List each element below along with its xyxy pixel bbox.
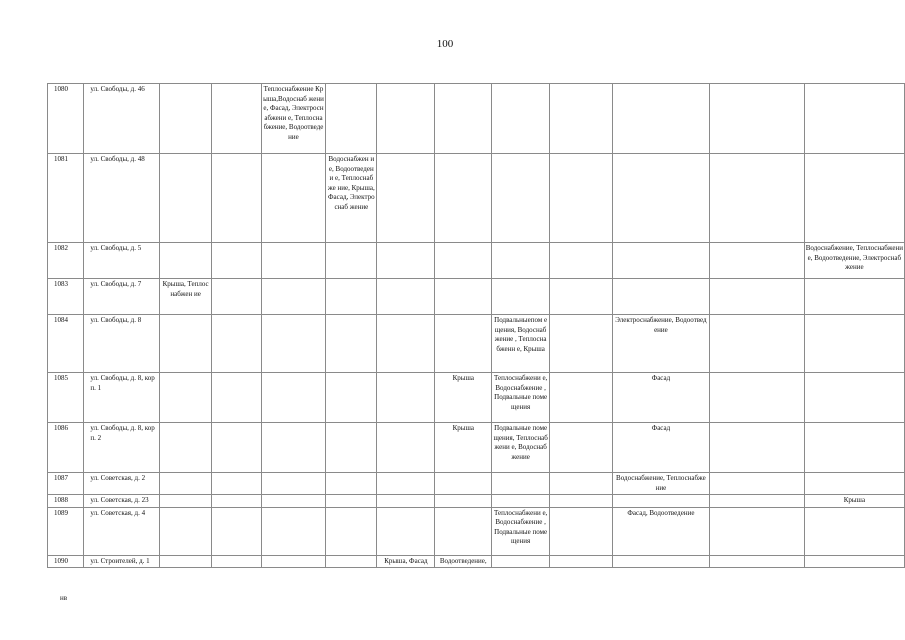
work-cell xyxy=(261,495,325,508)
table-row xyxy=(48,423,905,473)
work-cell xyxy=(160,315,211,373)
work-cell xyxy=(709,279,804,315)
work-cell xyxy=(804,84,904,154)
work-cell xyxy=(492,154,550,243)
work-cell xyxy=(326,423,377,473)
work-cell xyxy=(160,473,211,495)
work-cell xyxy=(211,154,261,243)
work-cell xyxy=(261,315,325,373)
work-cell xyxy=(613,495,709,508)
work-cell: Крыша, Теплоснабжен ие xyxy=(160,279,211,315)
work-cell xyxy=(709,84,804,154)
row-number: 1081 xyxy=(48,154,84,243)
work-cell: Водоотведение, xyxy=(435,555,492,568)
row-number: 1088 xyxy=(48,495,84,508)
table-row xyxy=(48,315,905,373)
work-cell xyxy=(326,507,377,555)
work-cell xyxy=(261,279,325,315)
table-row xyxy=(48,495,905,508)
work-cell xyxy=(160,423,211,473)
table-row xyxy=(48,373,905,423)
work-cell xyxy=(160,84,211,154)
work-cell xyxy=(709,495,804,508)
row-number: 1082 xyxy=(48,243,84,279)
work-cell: Крыша, Фасад xyxy=(377,555,435,568)
work-cell xyxy=(492,473,550,495)
row-address: ул. Советская, д. 23 xyxy=(84,495,160,508)
work-cell xyxy=(550,279,613,315)
work-cell xyxy=(211,423,261,473)
work-cell xyxy=(435,495,492,508)
row-address: ул. Строителей, д. 1 xyxy=(84,555,160,568)
work-cell xyxy=(377,423,435,473)
work-cell xyxy=(709,423,804,473)
work-cell xyxy=(804,473,904,495)
work-cell xyxy=(326,473,377,495)
work-cell xyxy=(211,473,261,495)
work-cell: Крыша xyxy=(435,373,492,423)
footer-note: нв xyxy=(60,594,68,602)
work-cell: Водоснабжение, Теплоснабжение xyxy=(613,473,709,495)
table-row xyxy=(48,473,905,495)
work-cell xyxy=(377,243,435,279)
work-cell xyxy=(804,279,904,315)
work-cell xyxy=(613,555,709,568)
work-cell: Крыша xyxy=(435,423,492,473)
work-cell: Теплоснабжени е, Водоснабжение , Подвальные помещения xyxy=(492,507,550,555)
work-cell xyxy=(709,315,804,373)
work-cell xyxy=(377,154,435,243)
work-cell xyxy=(160,154,211,243)
work-cell xyxy=(550,507,613,555)
work-cell xyxy=(377,495,435,508)
row-address: ул. Свободы, д. 8, корп. 2 xyxy=(84,423,160,473)
work-cell xyxy=(435,243,492,279)
table-row xyxy=(48,84,905,154)
work-cell xyxy=(613,279,709,315)
work-cell xyxy=(160,243,211,279)
table-row xyxy=(48,507,905,555)
work-cell xyxy=(377,315,435,373)
work-cell xyxy=(435,279,492,315)
work-cell xyxy=(211,315,261,373)
row-address: ул. Свободы, д. 8, корп. 1 xyxy=(84,373,160,423)
row-number: 1087 xyxy=(48,473,84,495)
work-cell: Подвальныепом ещения, Водоснабжение , Теплоснабженн е, Крыша xyxy=(492,315,550,373)
work-cell xyxy=(709,243,804,279)
work-cell xyxy=(613,154,709,243)
work-cell xyxy=(613,243,709,279)
work-cell: Фасад xyxy=(613,423,709,473)
work-cell xyxy=(160,555,211,568)
work-cell xyxy=(804,423,904,473)
work-cell xyxy=(261,473,325,495)
work-cell xyxy=(550,423,613,473)
row-address: ул. Свободы, д. 7 xyxy=(84,279,160,315)
work-cell xyxy=(261,507,325,555)
work-cell: Водоснабжен ие, Водоотведени е, Теплоснабже ние, Крыша, Фасад, Электроснаб жение xyxy=(326,154,377,243)
row-number: 1089 xyxy=(48,507,84,555)
work-cell xyxy=(550,243,613,279)
work-cell: Крыша xyxy=(804,495,904,508)
work-cell xyxy=(550,315,613,373)
work-cell xyxy=(326,279,377,315)
work-cell xyxy=(261,555,325,568)
work-cell xyxy=(709,154,804,243)
work-cell xyxy=(261,373,325,423)
row-number: 1086 xyxy=(48,423,84,473)
work-cell xyxy=(211,507,261,555)
work-cell xyxy=(261,423,325,473)
work-cell xyxy=(377,373,435,423)
work-cell xyxy=(804,315,904,373)
work-cell xyxy=(211,279,261,315)
work-cell xyxy=(435,84,492,154)
work-cell xyxy=(261,243,325,279)
work-cell xyxy=(211,373,261,423)
work-cell xyxy=(326,495,377,508)
work-cell xyxy=(492,495,550,508)
work-cell xyxy=(613,84,709,154)
work-cell xyxy=(492,84,550,154)
work-cell xyxy=(326,373,377,423)
work-cell xyxy=(435,315,492,373)
row-number: 1083 xyxy=(48,279,84,315)
work-cell xyxy=(211,495,261,508)
work-cell: Водоснабжение, Теплоснабжение, Водоотведение, Электроснабжение xyxy=(804,243,904,279)
work-cell xyxy=(160,373,211,423)
work-cell xyxy=(377,84,435,154)
work-cell xyxy=(709,473,804,495)
row-number: 1084 xyxy=(48,315,84,373)
row-address: ул. Советская, д. 2 xyxy=(84,473,160,495)
work-cell xyxy=(550,373,613,423)
work-cell xyxy=(326,84,377,154)
table-row xyxy=(48,243,905,279)
work-cell xyxy=(435,154,492,243)
work-cell xyxy=(492,243,550,279)
row-address: ул. Свободы, д. 46 xyxy=(84,84,160,154)
row-address: ул. Свободы, д. 5 xyxy=(84,243,160,279)
work-cell xyxy=(550,154,613,243)
row-number: 1080 xyxy=(48,84,84,154)
row-address: ул. Свободы, д. 48 xyxy=(84,154,160,243)
page-number: 100 xyxy=(436,38,454,50)
work-cell xyxy=(160,495,211,508)
work-cell: Подвальные помещения, Теплоснабжени е, Водоснабжение xyxy=(492,423,550,473)
row-address: ул. Советская, д. 4 xyxy=(84,507,160,555)
work-cell xyxy=(550,495,613,508)
repair-schedule-table xyxy=(47,83,905,568)
work-cell xyxy=(709,373,804,423)
work-cell xyxy=(326,555,377,568)
work-cell xyxy=(804,154,904,243)
work-cell xyxy=(492,279,550,315)
work-cell: Электроснабжение, Водоотведение xyxy=(613,315,709,373)
work-cell: Фасад xyxy=(613,373,709,423)
work-cell xyxy=(435,473,492,495)
work-cell xyxy=(435,507,492,555)
work-cell xyxy=(492,555,550,568)
table-row xyxy=(48,279,905,315)
work-cell xyxy=(211,555,261,568)
work-cell xyxy=(550,84,613,154)
row-number: 1090 xyxy=(48,555,84,568)
work-cell xyxy=(709,555,804,568)
row-number: 1085 xyxy=(48,373,84,423)
work-cell xyxy=(211,84,261,154)
work-cell xyxy=(326,243,377,279)
work-cell xyxy=(550,555,613,568)
work-cell xyxy=(709,507,804,555)
work-cell xyxy=(211,243,261,279)
work-cell xyxy=(160,507,211,555)
row-address: ул. Свободы, д. 8 xyxy=(84,315,160,373)
work-cell xyxy=(261,154,325,243)
work-cell xyxy=(377,279,435,315)
table-row xyxy=(48,555,905,568)
work-cell xyxy=(804,555,904,568)
table-row xyxy=(48,154,905,243)
work-cell xyxy=(804,507,904,555)
work-cell: Теплоснабжение Крыша,Водоснаб жение, Фасад, Электроснабжени е, Теплоснабжение, Водоотведение xyxy=(261,84,325,154)
work-cell xyxy=(326,315,377,373)
work-cell: Фасад, Водоотведение xyxy=(613,507,709,555)
work-cell: Теплоснабжени е, Водоснабжение , Подвальные помещения xyxy=(492,373,550,423)
repair-schedule-table-wrap xyxy=(47,83,905,568)
work-cell xyxy=(804,373,904,423)
work-cell xyxy=(377,473,435,495)
work-cell xyxy=(550,473,613,495)
work-cell xyxy=(377,507,435,555)
